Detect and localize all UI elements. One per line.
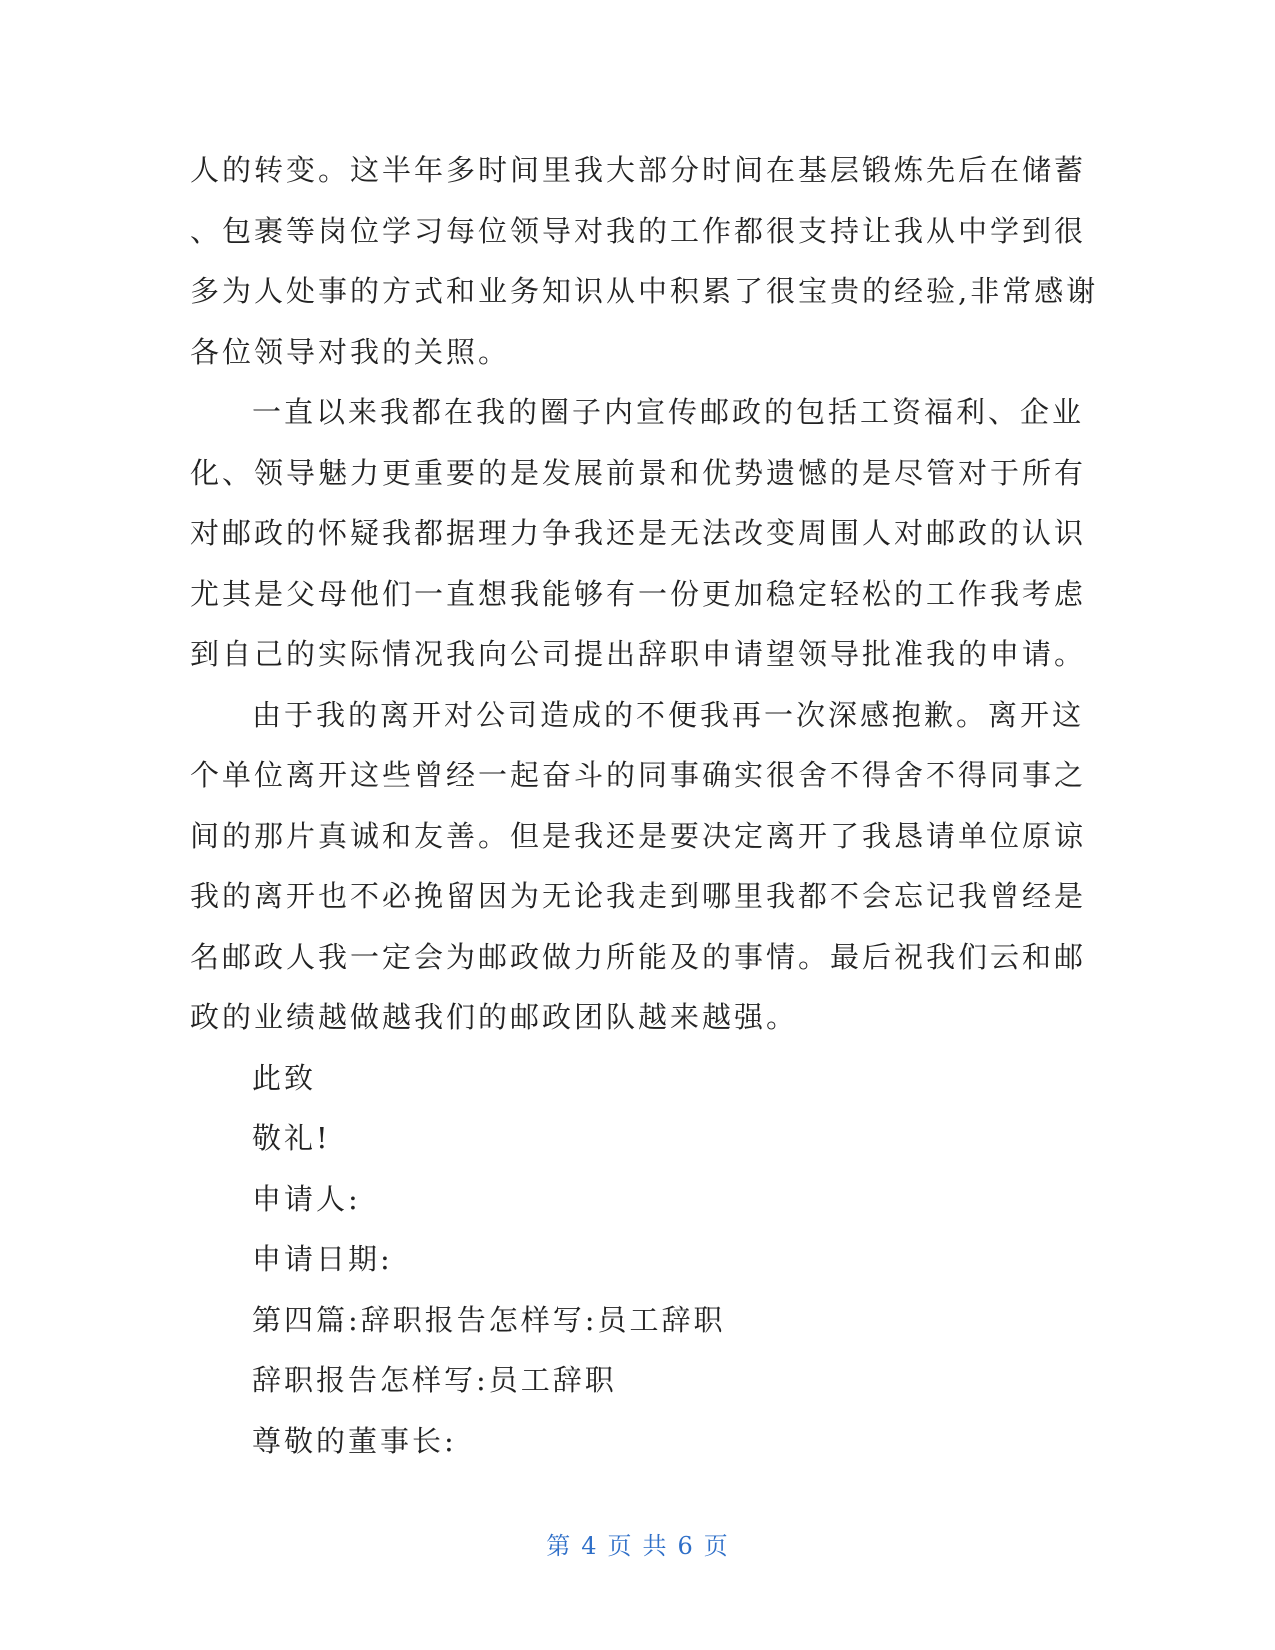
text-line: 政的业绩越做越我们的邮政团队越来越强。 xyxy=(190,1000,799,1034)
footer-suffix: 页 xyxy=(703,1532,729,1560)
text-line: 尤其是父母他们一直想我能够有一份更加稳定轻松的工作我考虑 xyxy=(190,576,1087,611)
text-line: 、包裹等岗位学习每位领导对我的工作都很支持让我从中学到很 xyxy=(190,213,1087,248)
text-line: 由于我的离开对公司造成的不便我再一次深感抱歉。离开这 xyxy=(252,697,1085,732)
text-line: 名邮政人我一定会为邮政做力所能及的事情。最后祝我们云和邮 xyxy=(190,939,1087,974)
text-line: 我的离开也不必挽留因为无论我走到哪里我都不会忘记我曾经是 xyxy=(190,879,1087,913)
letter-greeting: 尊敬的董事长: xyxy=(252,1423,457,1458)
applicant-label: 申请人: xyxy=(252,1181,361,1216)
text-line: 多为人处事的方式和业务知识从中积累了很宝贵的经验,非常感谢 xyxy=(190,274,1099,308)
footer-prefix: 第 xyxy=(546,1532,572,1560)
text-line: 化、领导魅力更重要的是发展前景和优势遗憾的是尽管对于所有 xyxy=(190,455,1087,490)
section-subtitle: 辞职报告怎样写:员工辞职 xyxy=(252,1363,617,1397)
total-pages-number: 6 xyxy=(677,1532,694,1560)
text-line: 对邮政的怀疑我都据理力争我还是无法改变周围人对邮政的认识 xyxy=(190,516,1087,550)
closing-regards: 敬礼! xyxy=(252,1121,331,1155)
text-line: 各位领导对我的关照。 xyxy=(190,334,511,369)
text-line: 间的那片真诚和友善。但是我还是要决定离开了我恳请单位原谅 xyxy=(190,818,1087,853)
text-line: 一直以来我都在我的圈子内宣传邮政的包括工资福利、企业 xyxy=(252,395,1085,429)
application-date-label: 申请日期: xyxy=(252,1242,393,1276)
footer-total-word: 共 xyxy=(642,1532,668,1560)
closing-salutation: 此致 xyxy=(252,1060,317,1095)
text-line: 到自己的实际情况我向公司提出辞职申请望领导批准我的申请。 xyxy=(190,637,1087,671)
page-footer xyxy=(0,1526,1275,1561)
text-line: 人的转变。这半年多时间里我大部分时间在基层锻炼先后在储蓄 xyxy=(190,153,1087,187)
section-heading: 第四篇:辞职报告怎样写:员工辞职 xyxy=(252,1302,726,1337)
document-body xyxy=(190,140,1099,1471)
text-line: 个单位离开这些曾经一起奋斗的同事确实很舍不得舍不得同事之 xyxy=(190,758,1087,792)
current-page-number: 4 xyxy=(581,1532,598,1560)
footer-page-word: 页 xyxy=(607,1532,633,1560)
